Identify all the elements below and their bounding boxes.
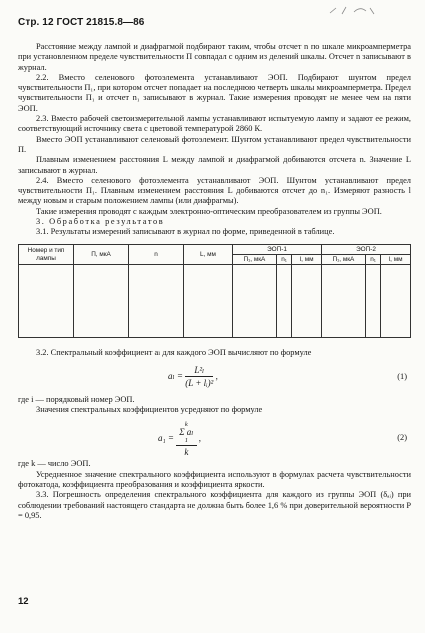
formula-2-sum-bottom: 1 xyxy=(184,437,188,445)
table-subheader-p1: П₁, мкА xyxy=(233,255,277,265)
paragraph: 2.2. Вместо селенового фотоэлемента устанавливают ЭОП. Подбирают шунтом предел чувствительности П₁, при котором отсчет попадает на последнюю четверть шкалы микроамперметра. Предел чувствительности П₁ и отсчет n₁ записывают в журнал. Такие измерения проводят не менее чем на пяти ЭОП. xyxy=(18,72,411,113)
formula-1-numerator: L²ₗ xyxy=(185,365,213,377)
paragraph: 3.1. Результаты измерений записывают в журнал по форме, приведенной в таблице. xyxy=(36,227,335,237)
formula-2-tail: , xyxy=(198,433,201,444)
paragraph: Вместо ЭОП устанавливают селеновый фотоэлемент. Шунтом устанавливают предел чувствительности П. xyxy=(18,134,411,154)
results-table xyxy=(18,244,411,339)
table-header-p: П, мкА xyxy=(74,244,129,265)
table-header-lamp: Номер и тип лампы xyxy=(19,244,74,265)
formula-2-sum: Σ aₗ xyxy=(179,427,194,438)
formula-2-denominator: k xyxy=(184,447,189,458)
table-subheader-l: l, мм xyxy=(292,255,322,265)
table-subheader-p1: П₁, мкА xyxy=(321,255,365,265)
formula-1-number: (1) xyxy=(397,371,407,381)
formula-2 xyxy=(18,417,411,457)
page-number: 12 xyxy=(18,596,29,607)
formula-2-lhs: a₁ = xyxy=(158,433,174,444)
formula-1-tail: , xyxy=(215,370,218,381)
paragraph: где k — число ЭОП. xyxy=(18,459,91,469)
formula-1-denominator: (L + lᵢ)² xyxy=(185,378,214,389)
formula-2-number: (2) xyxy=(397,433,407,443)
formula-1-lhs: aₗ = xyxy=(168,370,184,381)
paragraph: Плавным изменением расстояния L между лампой и диафрагмой добиваются отсчета n. Значение L записывают в журнал. xyxy=(18,155,411,175)
table-cell xyxy=(233,265,277,338)
table-header-l: L, мм xyxy=(184,244,233,265)
table-cell xyxy=(129,265,184,338)
paragraph: где i — порядковый номер ЭОП. xyxy=(18,394,135,404)
table-header-eop2: ЭОП-2 xyxy=(321,244,410,254)
formula-2-sum-top: k xyxy=(184,421,188,429)
paragraph: Усредненное значение спектрального коэффициента используют в формулах расчета чувствительности фотокатода, коэффициента преобразования и коэффициента яркости. xyxy=(18,469,411,489)
table-cell xyxy=(292,265,322,338)
table-cell xyxy=(74,265,129,338)
table-cell xyxy=(365,265,380,338)
stamp-marks-graphic xyxy=(326,4,378,18)
paragraph: Расстояние между лампой и диафрагмой подбирают таким, чтобы отсчет n по шкале микроамперметра при установленном пределе чувствительности П совпадал с одним из делений шкалы. Отсчет n записывают в журнал. xyxy=(18,42,411,72)
formula-1 xyxy=(18,361,411,393)
table-cell xyxy=(381,265,411,338)
page-header: Стр. 12 ГОСТ 21815.8—86 xyxy=(18,17,145,28)
paragraph: 3.2. Спектральный коэффициент aₗ для каждого ЭОП вычисляют по формуле xyxy=(36,348,312,358)
table-cell xyxy=(184,265,233,338)
paragraph: 2.3. Вместо рабочей светоизмерительной лампы устанавливают испытуемую лампу и задают ее режим, соответствующий источнику света с цветовой температурой 2860 К. xyxy=(18,114,411,134)
section-heading: 3. Обработка результатов xyxy=(36,217,165,227)
table-cell xyxy=(321,265,365,338)
paragraph: Значения спектральных коэффициентов усредняют по формуле xyxy=(36,405,263,415)
table-header-n: n xyxy=(129,244,184,265)
table-header-eop1: ЭОП-1 xyxy=(233,244,322,254)
table-subheader-n1: n₁ xyxy=(365,255,380,265)
paragraph: Такие измерения проводят с каждым электронно-оптическим преобразователем из группы ЭОП. xyxy=(36,206,382,216)
table-cell xyxy=(19,265,74,338)
table-row xyxy=(19,265,411,338)
table-subheader-n1: n₁ xyxy=(276,255,291,265)
paragraph: 2.4. Вместо селенового фотоэлемента устанавливают ЭОП. Шунтом устанавливают предел чувствительности П₁. Плавным изменением расстояния L добиваются отсчет до n₁. Измеряют разность l между новым и старым положением лампы (или диафрагмы). xyxy=(18,175,411,206)
paragraph: 3.3. Погрешность определения спектрального коэффициента для каждого из группы ЭОП (δₐᵢ) при соблюдении требований настоящего стандарта не должна быть более 1,6 % при доверительной вероятности P = 0,95. xyxy=(18,490,411,520)
table-cell xyxy=(276,265,291,338)
document-body xyxy=(18,42,411,521)
table-subheader-l: l, мм xyxy=(381,255,411,265)
